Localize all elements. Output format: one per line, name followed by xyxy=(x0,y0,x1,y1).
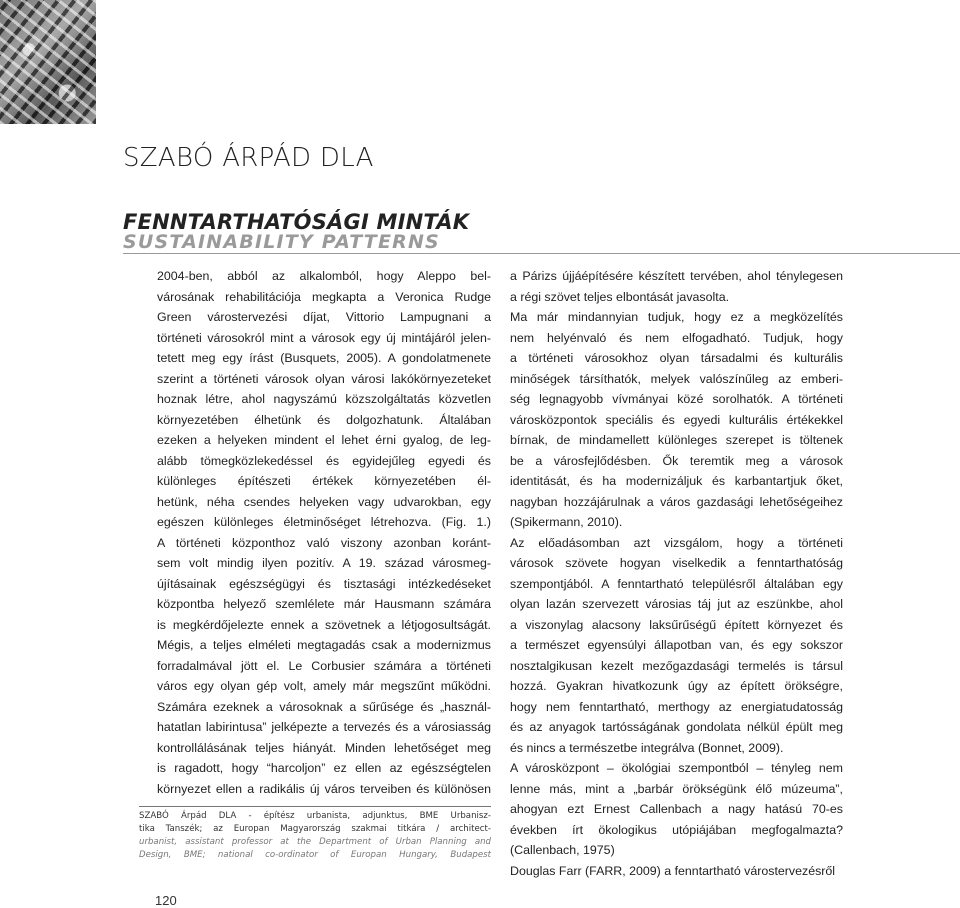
text-line: hozzá. Gyakran hivatkozunk úgy az épített örökségre, xyxy=(510,679,843,693)
page-number: 120 xyxy=(155,893,177,908)
footnote-line: urbanist, assistant professor at the Department of Urban Planning and xyxy=(139,837,491,847)
title-divider xyxy=(123,253,960,254)
text-line: ezeken a helyeken mindent el lehet érni gyalog, de leg- xyxy=(157,433,491,447)
text-line: identitását, és ha modernizáljuk és karbantartjuk őket, xyxy=(510,474,843,488)
text-line: hatatlan labirintusa” jelképezte a tervezés és a városiasság xyxy=(157,720,491,734)
text-line: alább tömegközlekedéssel és egyidejűleg egyedi és xyxy=(157,453,491,468)
text-line: forradalmával jött el. Le Corbusier számára a történeti xyxy=(157,658,491,673)
text-line: minőségek társíthatók, melyek valószínűleg az emberi- xyxy=(510,371,843,386)
text-line: hetünk, néha csendes helyeken vagy udvarokban, egy xyxy=(157,494,491,509)
article-title-hungarian: FENNTARTHATÓSÁGI MINTÁK xyxy=(123,210,470,234)
text-line: ahogyan ezt Ernest Callenbach a nagy hatású 70-es xyxy=(510,802,843,816)
text-line: a történeti városokhoz olyan társadalmi és kulturális xyxy=(510,351,843,365)
text-line: Ma már mindannyian tudjuk, hogy ez a megközelítés xyxy=(510,310,843,324)
text-line: A történeti központhoz való viszony azonban koránt- xyxy=(157,535,491,550)
text-line: lenne más, mint a „barbár örökségünk élő múzeuma”, xyxy=(510,781,843,796)
text-line: ség legnagyobb vívmányai közé sorolhatók. A történeti xyxy=(510,392,843,406)
text-line: tetett meg egy írást (Busquets, 2005). A gondolatmenete xyxy=(157,351,491,365)
text-line: Mégis, a teljes elméleti megtagadás csak a modernizmus xyxy=(157,638,491,652)
text-line: környezet ellen a radikális új város terveiben és különösen xyxy=(157,781,491,796)
text-line: egészen különleges életminőséget létrehozva. (Fig. 1.) xyxy=(157,515,491,529)
text-line: években írt ökologikus utópiájában megfogalmazta? xyxy=(510,822,843,837)
text-line: olyan lazán szervezett városias táj jut az eszünkbe, ahol xyxy=(510,597,843,611)
text-line: a viszonylag alacsony laksűrűségű épített környezet és xyxy=(510,617,843,632)
text-line: is megkérdőjelezte ennek a szövetnek a létjogosultságát. xyxy=(157,617,491,632)
text-line: kontrollálásának teljes hiányát. Minden lehetőséget meg xyxy=(157,740,491,755)
text-line: újításainak egészségügyi és tisztasági intézkedéseket xyxy=(157,576,491,591)
author-footnote xyxy=(139,810,491,862)
text-line: A városközpont – ökológiai szempontból – tényleg nem xyxy=(510,761,843,775)
footnote-line: tika Tanszék; az Europan Magyarország szakmai titkára / architect- xyxy=(139,824,491,834)
text-line: 2004-ben, abból az alkalomból, hogy Aleppo bel- xyxy=(157,269,491,283)
text-line: Számára ezeknek a városoknak a sűrűsége és „használ- xyxy=(157,699,491,714)
article-title-english: SUSTAINABILITY PATTERNS xyxy=(123,231,440,253)
text-line: a régi szövet teljes elbontását javasolta. xyxy=(510,289,730,304)
text-line: bírnak, de mindamellett különleges szerepet is töltenek xyxy=(510,433,843,447)
text-line: nosztalgikusan kezelt mezőgazdasági termelés is társul xyxy=(510,658,843,673)
text-line: Douglas Farr (FARR, 2009) a fenntartható várostervezésről xyxy=(510,863,836,878)
text-line: városok szövete hogyan viselkedik a fenntarthatóság xyxy=(510,556,843,570)
text-line: a Párizs újjáépítésére készített tervében, ahol ténylegesen xyxy=(510,269,843,283)
text-line: is ragadott, hogy “harcoljon” ez ellen az egészségtelen xyxy=(157,761,491,775)
text-line: nagyban hozzájárulnak a város gazdasági lehetőségeihez xyxy=(510,494,843,509)
text-line: központba helyező szemlélete már Hausmann számára xyxy=(157,597,491,611)
text-line: és nincs a természetbe integrálva (Bonnet, 2009). xyxy=(510,740,784,755)
text-line: Green várostervezési díjat, Vittorio Lampugnani a xyxy=(157,310,491,324)
text-line: történeti városokról mint a városok egy új mintájáról jelen- xyxy=(157,330,491,345)
text-line: hoznak létre, ahol nagyszámú közszolgáltatás közvetlen xyxy=(157,392,491,406)
text-line: környezetében élhetünk és dolgozhatunk. Általában xyxy=(157,412,491,427)
text-line: nem helyénvaló és nem elfogadható. Tudjuk, hogy xyxy=(510,330,843,345)
text-line: szempontjából. A fenntartható településről általában egy xyxy=(510,576,843,591)
text-line: Az előadásomban azt vizsgálom, hogy a történeti xyxy=(510,535,843,550)
right-text-column xyxy=(510,266,843,881)
text-line: és az anyagok tartósságának gondolata nélkül épült meg xyxy=(510,720,843,734)
text-line: különleges építészeti értékek környezetében él- xyxy=(157,474,491,488)
footnote-divider xyxy=(139,806,491,807)
text-line: hogy nem fenntartható, merthogy az energiatudatosság xyxy=(510,699,843,714)
text-line: város egy olyan gép volt, amely már megszűnt működni. xyxy=(157,679,491,693)
text-line: (Callenbach, 1975) xyxy=(510,843,615,857)
aerial-city-photo xyxy=(0,0,96,124)
text-line: be a városfejlődésben. Ők teremtik meg a városok xyxy=(510,453,843,468)
text-line: városközpontok speciális és egyedi kulturális értékekkel xyxy=(510,412,843,427)
footnote-line: SZABÓ Árpád DLA - építész urbanista, adjunktus, BME Urbanisz- xyxy=(139,811,491,821)
text-line: sem volt mindig ilyen pozitív. A 19. század városmeg- xyxy=(157,556,491,570)
author-name: SZABÓ ÁRPÁD DLA xyxy=(123,143,374,173)
left-text-column xyxy=(157,266,491,799)
footnote-line: Design, BME; national co-ordinator of Europan Hungary, Budapest xyxy=(139,850,491,860)
text-line: városának rehabilitációja megkapta a Veronica Rudge xyxy=(157,289,491,304)
text-line: (Spikermann, 2010). xyxy=(510,515,623,529)
text-line: a természet egyensúlyi állapotban van, és egy sokszor xyxy=(510,638,843,652)
text-line: szerint a történeti városok olyan városi lakókörnyezeteket xyxy=(157,371,491,386)
